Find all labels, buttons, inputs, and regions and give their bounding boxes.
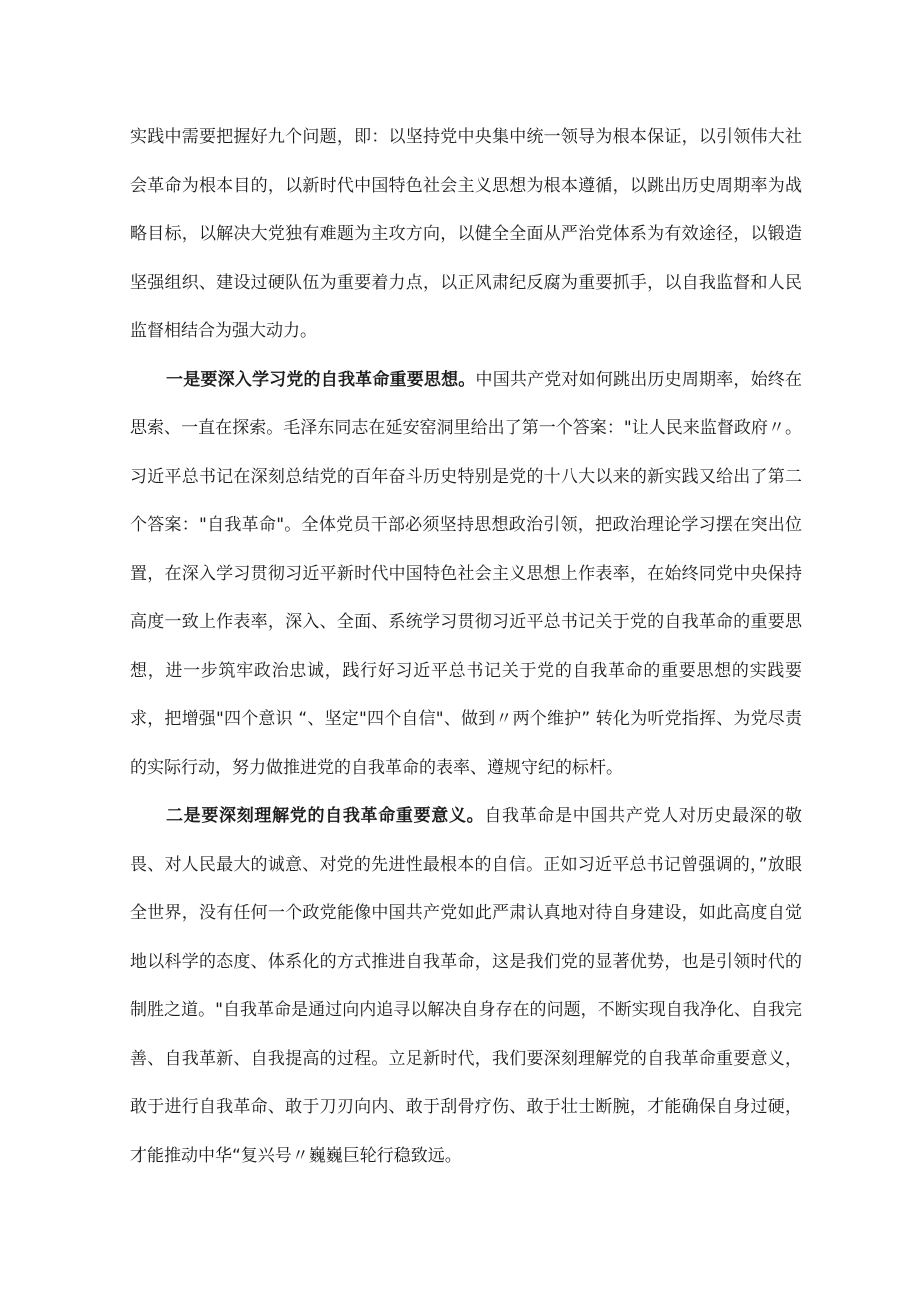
paragraph-point-two (130, 792, 802, 1180)
paragraph-intro (130, 113, 802, 356)
paragraph-point-one (130, 356, 802, 793)
document-page (130, 113, 802, 1180)
paragraph-point-one-heading: 一是要深入学习党的自我革命重要思想。 (166, 369, 476, 390)
paragraph-point-two-heading: 二是要深刻理解党的自我革命重要意义。 (166, 806, 485, 826)
paragraph-point-one-text: 中国共产党对如何跳出历史周期率，始终在思索、一直在探索。毛泽东同志在延安窑洞里给出了第一个答案："让人民来监督政府〃。习近平总书记在深刻总结党的百年奋斗历史特别是党的十八大以来的新实践又给出了第二个答案："自我革命"。全体党员干部必须坚持思想政治引领，把政治理论学习摆在突出位置，在深入学习贯彻习近平新时代中国特色社会主义思想上作表率，在始终同党中央保持高度一致上作表率，深入、全面、系统学习贯彻习近平总书记关于党的自我革命的重要思想，进一步筑牢政治忠诚，践行好习近平总书记关于党的自我革命的重要思想的实践要求，把增强"四个意识 “、坚定"四个自信"、做到〃两个维护” 转化为听党指挥、为党尽责的实际行动，努力做推进党的自我革命的表率、遵规守纪的标杆。 (130, 369, 802, 778)
paragraph-intro-text: 实践中需要把握好九个问题，即：以坚持党中央集中统一领导为根本保证，以引领伟大社会革命为根本目的，以新时代中国特色社会主义思想为根本遵循，以跳出历史周期率为战略目标，以解决大党独有难题为主攻方向，以健全全面从严治党体系为有效途径，以锻造坚强组织、建设过硬队伍为重要着力点，以正风肃纪反腐为重要抓手，以自我监督和人民监督相结合为强大动力。 (130, 127, 802, 341)
paragraph-point-two-text: 自我革命是中国共产党人对历史最深的敬畏、对人民最大的诚意、对党的先进性最根本的自信。正如习近平总书记曾强调的，”放眼全世界，没有任何一个政党能像中国共产党如此严肃认真地对待自身建设，如此高度自觉地以科学的态度、体系化的方式推进自我革命，这是我们党的显著优势，也是引领时代的制胜之道。"自我革命是通过向内追寻以解决自身存在的问题，不断实现自我净化、自我完善、自我革新、自我提高的过程。立足新时代，我们要深刻理解党的自我革命重要意义，敢于进行自我革命、敢于刀刃向内、敢于刮骨疗伤、敢于壮士断腕，才能确保自身过硬，才能推动中华“复兴号〃巍巍巨轮行稳致远。 (130, 806, 803, 1166)
